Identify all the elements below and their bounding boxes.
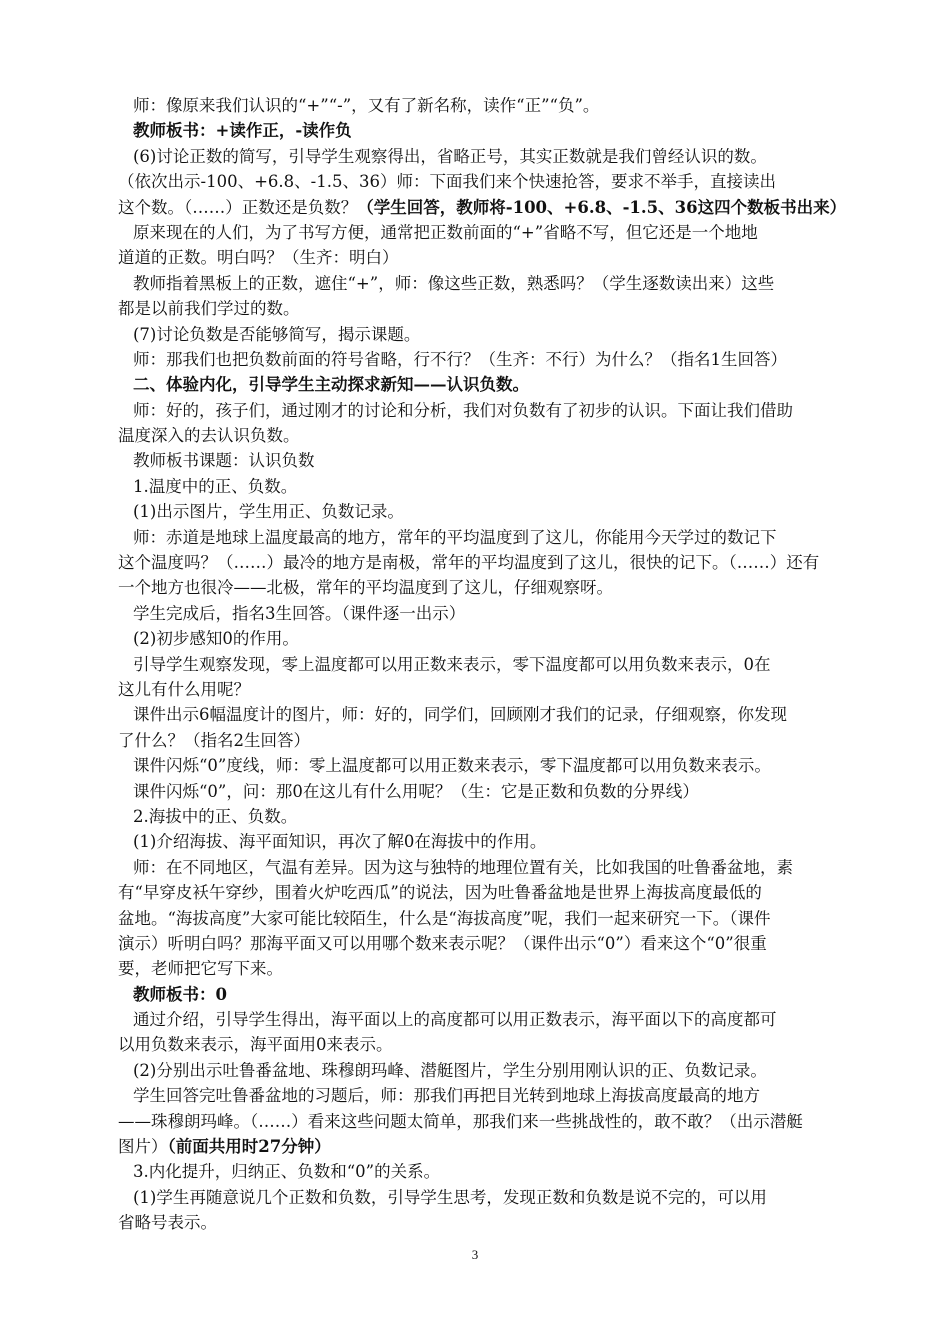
paragraph-line: 原来现在的人们，为了书写方便，通常把正数前面的“+”省略不写，但它还是一个地地: [133, 222, 758, 242]
paragraph-line: ——珠穆朗玛峰。（……）看来这些问题太简单，那我们来一些挑战性的，敢不敢？（出示潜艇: [118, 1111, 803, 1131]
paragraph-line: (2)分别出示吐鲁番盆地、珠穆朗玛峰、潜艇图片，学生分别用刚认识的正、负数记录。: [133, 1060, 767, 1080]
subsection-heading: 2.海拔中的正、负数。: [133, 806, 298, 826]
paragraph-line: (7)讨论负数是否能够简写，揭示课题。: [133, 324, 421, 344]
board-writing-heading: 教师板书：0: [133, 984, 227, 1004]
paragraph-line: 要，老师把它写下来。: [118, 959, 283, 979]
paragraph-line: 引导学生观察发现，零上温度都可以用正数来表示，零下温度都可以用负数来表示，0在: [133, 654, 771, 674]
paragraph-line: (1)出示图片，学生用正、负数记录。: [133, 502, 404, 522]
paragraph-line: 一个地方也很冷——北极，常年的平均温度到了这儿，仔细观察呀。: [118, 578, 613, 598]
paragraph-line: 演示）听明白吗？那海平面又可以用哪个数来表示呢？（课件出示“0”）看来这个“0”很重: [118, 933, 767, 953]
paragraph-line: 学生回答完吐鲁番盆地的习题后，师：那我们再把目光转到地球上海拔高度最高的地方: [133, 1086, 760, 1106]
paragraph-line: 课件闪烁“0”度线，师：零上温度都可以用正数来表示，零下温度都可以用负数来表示。: [133, 756, 771, 776]
board-writing-heading: 教师板书：+读作正，-读作负: [133, 121, 352, 141]
paragraph-line: (1)介绍海拔、海平面知识，再次了解0在海拔中的作用。: [133, 832, 547, 852]
paragraph-line: 课件闪烁“0”，问：那0在这儿有什么用呢？（生：它是正数和负数的分界线）: [133, 781, 699, 801]
paragraph-line: 通过介绍，引导学生得出，海平面以上的高度都可以用正数表示，海平面以下的高度都可: [133, 1010, 777, 1030]
paragraph-line: 师：像原来我们认识的“+”“-”，又有了新名称，读作“正”“负”。: [133, 96, 600, 115]
page-body: [118, 93, 866, 1236]
text-span: 图片）: [118, 1137, 168, 1157]
paragraph-line: 有“早穿皮袄午穿纱，围着火炉吃西瓜”的说法，因为吐鲁番盆地是世界上海拔高度最低的: [118, 883, 762, 903]
paragraph-line: (2)初步感知0的作用。: [133, 629, 299, 649]
paragraph-line: 省略号表示。: [118, 1213, 217, 1233]
paragraph-line: 都是以前我们学过的数。: [118, 299, 300, 319]
paragraph-line: 师：赤道是地球上温度最高的地方，常年的平均温度到了这儿，你能用今天学过的数记下: [133, 527, 777, 547]
subsection-heading: 3.内化提升，归纳正、负数和“0”的关系。: [133, 1162, 441, 1182]
bold-note: （学生回答，教师将-100、+6.8、-1.5、36这四个数板书出来）: [357, 197, 847, 217]
paragraph-line: 课件出示6幅温度计的图片，师：好的，同学们，回顾刚才我们的记录，仔细观察，你发现: [133, 705, 787, 725]
paragraph-line: 师：在不同地区，气温有差异。因为这与独特的地理位置有关，比如我国的吐鲁番盆地，素: [133, 857, 793, 877]
paragraph-line: [118, 195, 866, 220]
paragraph-line: 教师指着黑板上的正数，遮住“+”，师：像这些正数，熟悉吗？（学生逐数读出来）这些: [133, 273, 775, 293]
paragraph-line: (6)讨论正数的简写，引导学生观察得出，省略正号，其实正数就是我们曾经认识的数。: [133, 146, 767, 166]
paragraph-line: （依次出示-100、+6.8、-1.5、36）师：下面我们来个快速抢答，要求不举手，直接读出: [118, 172, 776, 192]
paragraph-line: 这个温度吗？（……）最冷的地方是南极，常年的平均温度到了这儿，很快的记下。（……）还有: [118, 553, 820, 573]
paragraph-line: (1)学生再随意说几个正数和负数，引导学生思考，发现正数和负数是说不完的，可以用: [133, 1187, 767, 1207]
paragraph-line: 这儿有什么用呢？: [118, 679, 250, 699]
paragraph-line: 师：那我们也把负数前面的符号省略，行不行？（生齐：不行）为什么？（指名1生回答）: [133, 349, 787, 369]
paragraph-line: 了什么？（指名2生回答）: [118, 730, 310, 750]
section-heading: 二、体验内化，引导学生主动探求新知——认识负数。: [133, 375, 529, 395]
page-number: 3: [471, 1247, 479, 1262]
subsection-heading: 1.温度中的正、负数。: [133, 476, 298, 496]
paragraph-line: 教师板书课题：认识负数: [133, 451, 315, 471]
paragraph-line: 温度深入的去认识负数。: [118, 426, 300, 446]
bold-note: （前面共用时27分钟）: [167, 1137, 331, 1157]
text-span: 这个数。（……）正数还是负数？: [118, 197, 358, 217]
paragraph-line: 师：好的，孩子们，通过刚才的讨论和分析，我们对负数有了初步的认识。下面让我们借助: [133, 400, 793, 420]
paragraph-line: 道道的正数。明白吗？（生齐：明白）: [118, 248, 399, 268]
paragraph-line: 以用负数来表示，海平面用0来表示。: [118, 1035, 393, 1055]
paragraph-line: [118, 1134, 866, 1159]
paragraph-line: 盆地。“海拔高度”大家可能比较陌生，什么是“海拔高度”呢，我们一起来研究一下。（课件: [118, 908, 771, 928]
paragraph-line: 学生完成后，指名3生回答。（课件逐一出示）: [133, 603, 466, 623]
